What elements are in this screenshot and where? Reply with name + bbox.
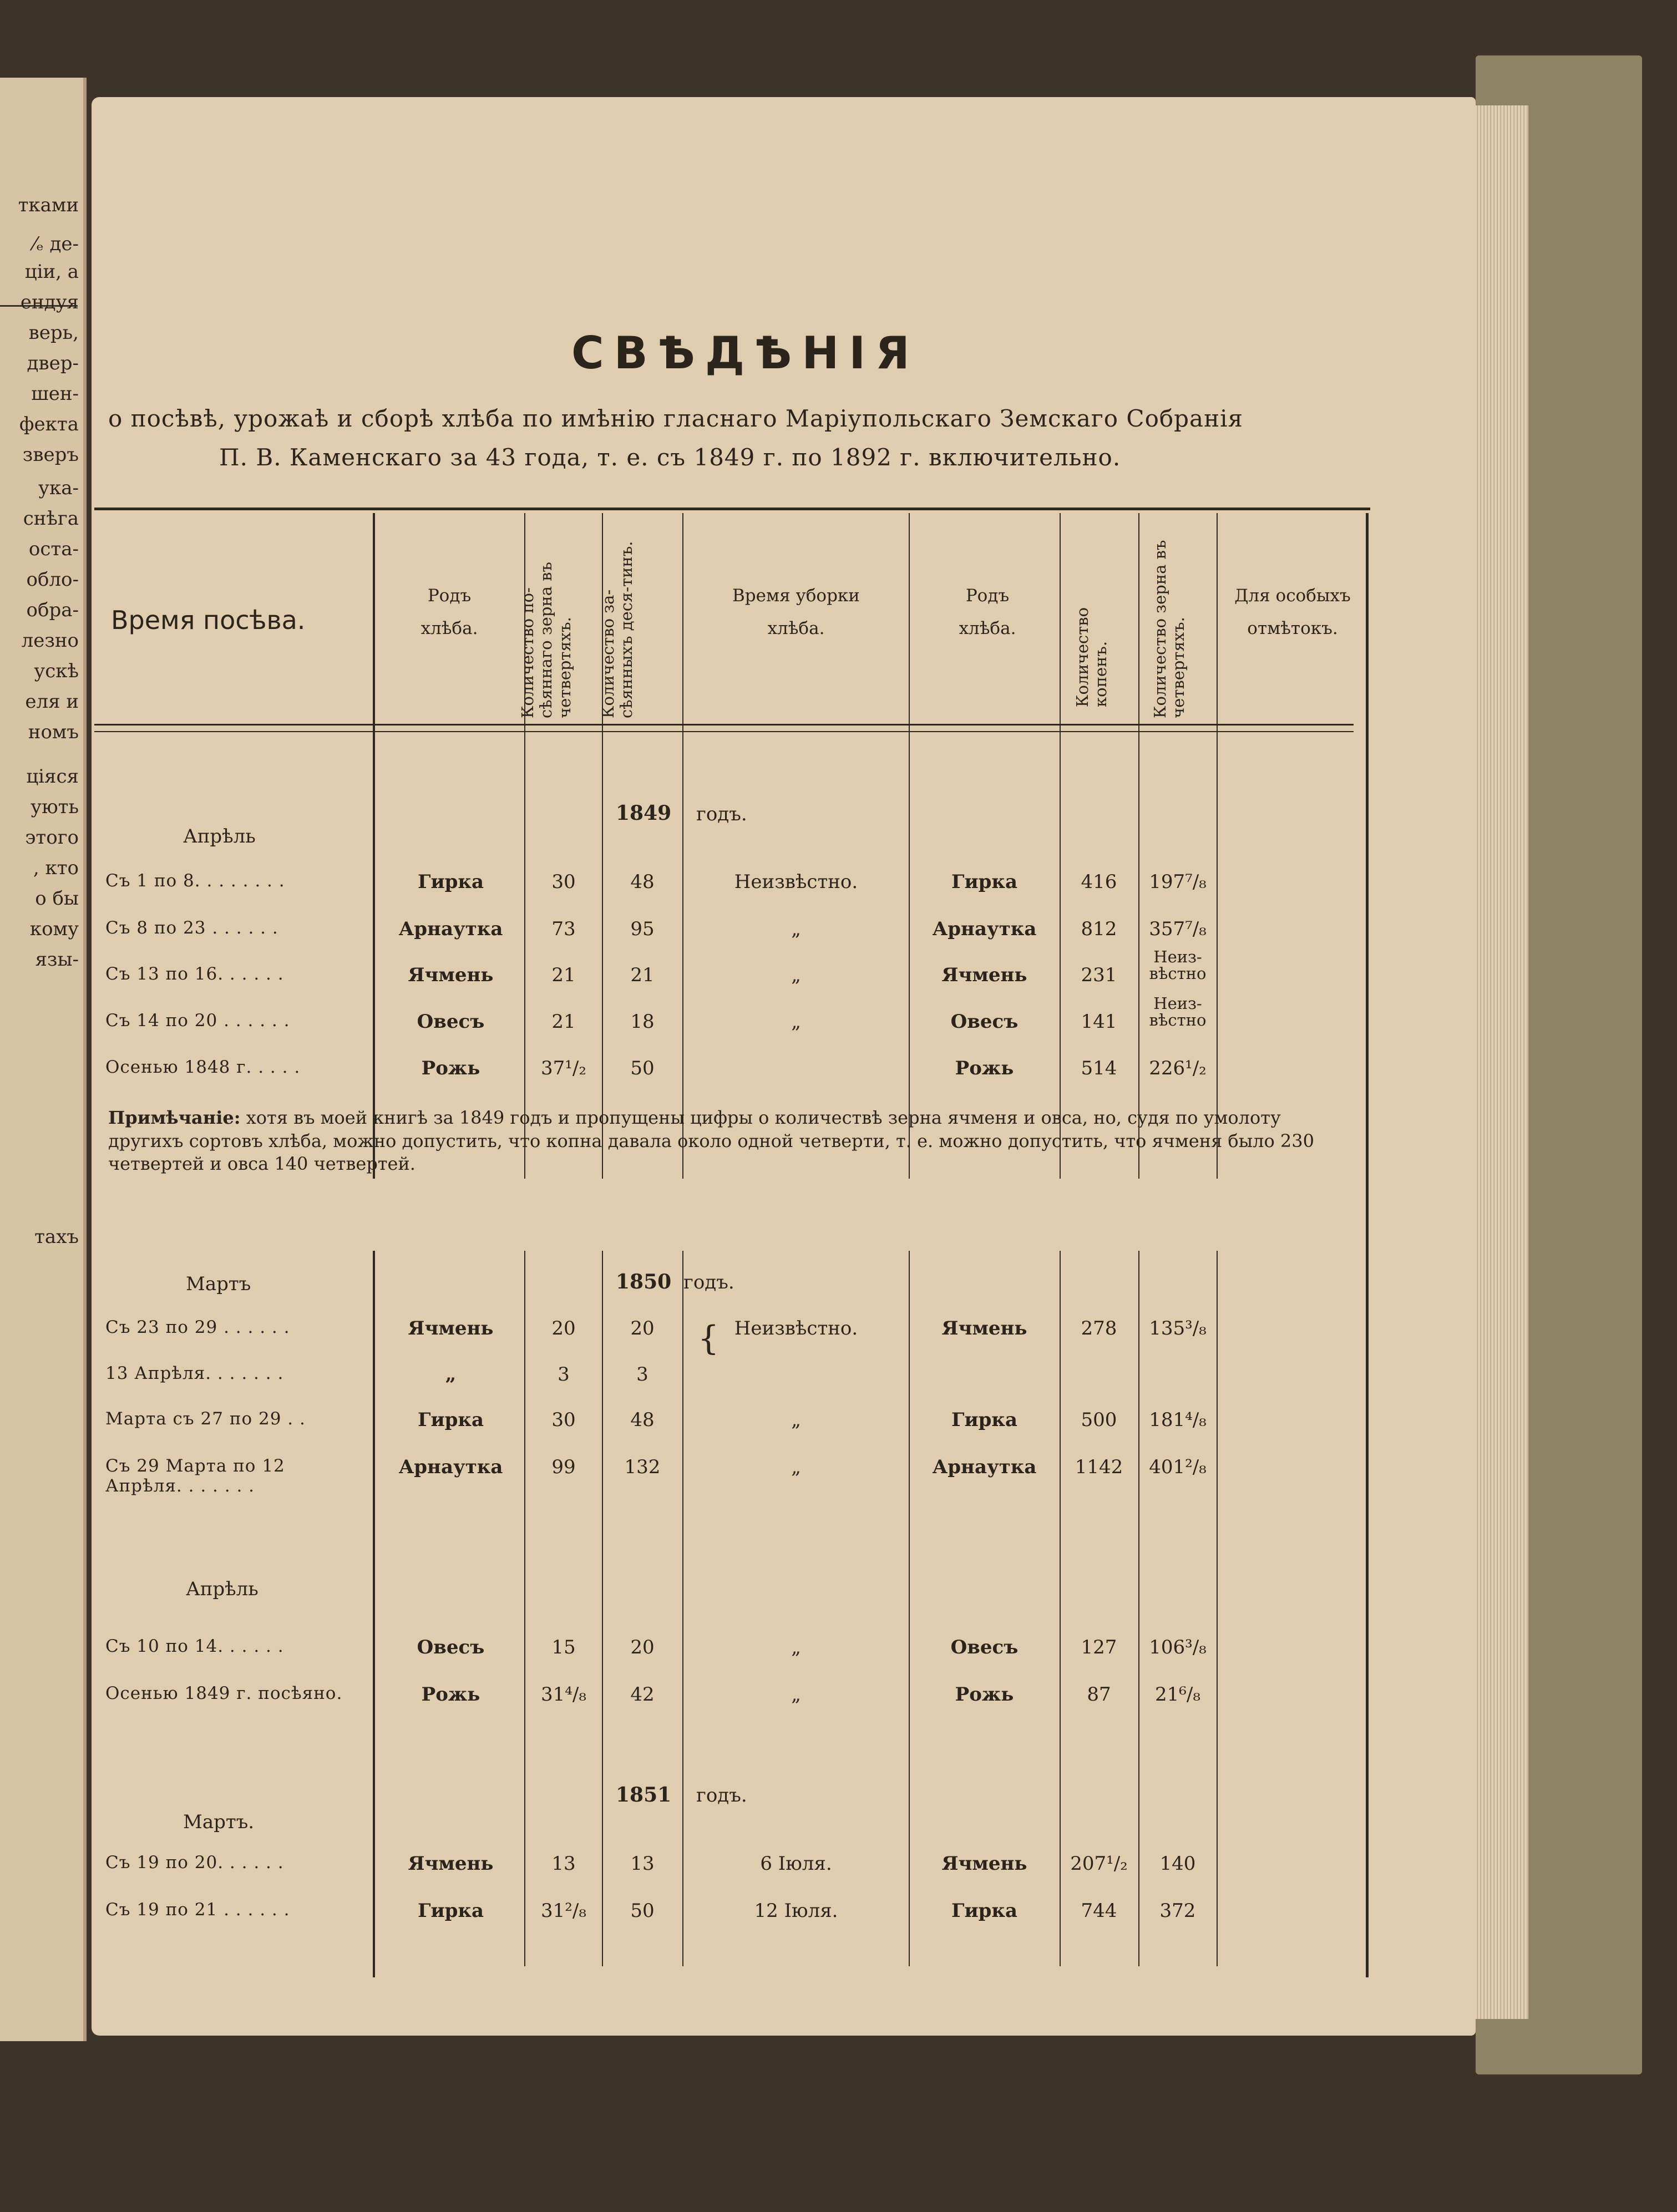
month-label: Мартъ [186, 1273, 251, 1295]
left-page-text: ускѣ [34, 660, 79, 682]
month-label: Апрѣль [186, 1578, 259, 1600]
year-word: годъ. [696, 803, 747, 825]
table-cell-kind: Гирка [417, 1900, 484, 1922]
left-page-text: оста- [28, 538, 79, 560]
table-cell-grain: 21⁶/₈ [1155, 1683, 1200, 1706]
table-cell-grain: 401²/₈ [1149, 1456, 1207, 1478]
table-cell-kopen: 231 [1081, 964, 1117, 986]
table-right-rule [1366, 513, 1369, 1977]
left-page-text: лезно [21, 630, 79, 652]
left-page-text: номъ [28, 721, 79, 743]
table-cell-kopen: 416 [1081, 871, 1117, 893]
table-cell-harvest: „ [791, 1409, 801, 1431]
year-word: годъ. [683, 1271, 734, 1293]
table-cell-seed: 21 [551, 1011, 576, 1033]
year-1849: 1849 [616, 801, 672, 825]
table-cell-time: 13 Апрѣля. . . . . . . [105, 1363, 284, 1383]
table-cell-seed: 21 [551, 964, 576, 986]
table-cell-seed: 13 [551, 1853, 576, 1875]
left-page-text: фекта [19, 413, 79, 435]
table-cell-kind: Гирка [417, 1409, 484, 1431]
table-cell-grain: 106³/₈ [1149, 1636, 1207, 1658]
header-bottom-rule-2 [94, 731, 1354, 732]
table-cell-seed: 31²/₈ [541, 1900, 586, 1922]
table-cell-harvest: Неизвѣстно. [734, 871, 858, 893]
table-top-rule [94, 508, 1370, 510]
header-bottom-rule [94, 724, 1354, 726]
table-cell-time: Съ 29 Марта по 12 Апрѣля. . . . . . . [105, 1456, 285, 1496]
table-cell-harvest: 6 Іюля. [760, 1853, 832, 1875]
left-page-text: кому [29, 918, 79, 940]
footnote-label: Примѣчаніе: [108, 1107, 241, 1128]
table-cell-kind2: Ячмень [941, 1853, 1027, 1875]
header-seed-quantity: Количество по-сѣяннаго зерна въ четвертяхъ. [518, 562, 574, 718]
left-page-text: ціи, а [24, 261, 79, 283]
table-cell-kind: Ячмень [408, 964, 494, 986]
table-cell-harvest: 12 Іюля. [754, 1900, 838, 1922]
left-page-text: снѣга [23, 508, 79, 530]
table-cell-seed: 30 [551, 1409, 576, 1431]
table-cell-dess: 13 [630, 1853, 655, 1875]
table-cell-kind2: Ячмень [941, 964, 1027, 986]
table-cell-kopen: 141 [1081, 1011, 1117, 1033]
table-cell-time: Съ 8 по 23 . . . . . . [105, 918, 278, 938]
left-page-fragment [0, 78, 87, 2041]
table-cell-dess: 95 [630, 918, 655, 940]
table-cell-kind2: Гирка [951, 871, 1018, 893]
header-harvest-time: Время уборки хлѣба. [732, 586, 860, 638]
subtitle-line-1: о посѣвѣ, урожаѣ и сборѣ хлѣба по имѣнію гласнаго Маріупольскаго Земскаго Собранія [108, 405, 1243, 432]
table-cell-kopen: 207¹/₂ [1070, 1853, 1128, 1875]
left-page-text: зверъ [22, 444, 79, 466]
left-page-text: ціяся [26, 765, 79, 788]
table-cell-harvest: „ [791, 964, 801, 986]
table-cell-dess: 48 [630, 871, 655, 893]
left-page-text: ендуя [20, 291, 79, 313]
table-cell-seed: 31⁴/₈ [541, 1683, 586, 1706]
table-cell-seed: 15 [551, 1636, 576, 1658]
table-cell-time: Съ 13 по 16. . . . . . [105, 964, 284, 984]
left-page-text: , кто [33, 857, 79, 879]
table-cell-kind: Овесъ [417, 1636, 485, 1658]
table-cell-kind2: Рожь [955, 1683, 1014, 1706]
table-cell-seed: 99 [551, 1456, 576, 1478]
table-cell-dess: 18 [630, 1011, 655, 1033]
header-kopen-quantity: Количество копенъ. [1073, 607, 1111, 707]
table-cell-seed: 37¹/₂ [541, 1057, 586, 1079]
table-cell-kind: Овесъ [417, 1011, 485, 1033]
year-1851: 1851 [616, 1783, 672, 1807]
month-label: Мартъ. [183, 1811, 255, 1833]
table-cell-dess: 50 [630, 1900, 655, 1922]
left-page-text: обра- [26, 599, 79, 621]
table-cell-kind2: Овесъ [950, 1011, 1019, 1033]
table-cell-kopen: 127 [1081, 1636, 1117, 1658]
table-cell-time: Съ 19 по 20. . . . . . [105, 1853, 284, 1873]
table-cell-time: Съ 1 по 8. . . . . . . . [105, 871, 285, 891]
table-cell-kind: „ [445, 1363, 457, 1386]
year-word: годъ. [696, 1784, 747, 1807]
table-cell-grain: 140 [1159, 1853, 1196, 1875]
table-cell-grain: 226¹/₂ [1149, 1057, 1207, 1079]
table-cell-seed: 20 [551, 1317, 576, 1340]
left-page-text: ують [31, 796, 79, 818]
header-special-notes: Для особыхъ отмѣтокъ. [1234, 586, 1351, 638]
table-cell-kind: Арнаутка [398, 918, 503, 940]
left-page-text: тками [18, 194, 79, 216]
table-cell-seed: 30 [551, 871, 576, 893]
table-cell-grain: Неиз- вѣстно [1149, 947, 1207, 983]
left-page-text: верь, [28, 322, 79, 344]
note-gap [94, 1179, 1365, 1251]
header-grain-kind: Родъ хлѣба. [420, 586, 478, 638]
table-cell-kind: Арнаутка [398, 1456, 503, 1478]
left-page-text: тахъ [34, 1226, 79, 1248]
table-cell-dess: 48 [630, 1409, 655, 1431]
year-1850: 1850 [616, 1270, 672, 1293]
table-cell-kind2: Арнаутка [932, 918, 1037, 940]
table-cell-kopen: 514 [1081, 1057, 1117, 1079]
page-title: СВѢДѢНІЯ [571, 327, 920, 379]
left-page-text: двер- [27, 352, 79, 374]
table-cell-kind2: Арнаутка [932, 1456, 1037, 1478]
table-cell-time: Съ 10 по 14. . . . . . [105, 1636, 284, 1656]
table-cell-time: Марта съ 27 по 29 . . [105, 1409, 306, 1429]
table-cell-kind: Гирка [417, 871, 484, 893]
table-cell-dess: 132 [624, 1456, 661, 1478]
table-cell-kind2: Рожь [955, 1057, 1014, 1079]
footnote [108, 1107, 1351, 1176]
table-cell-grain: 181⁴/₈ [1149, 1409, 1207, 1431]
table-cell-time: Осенью 1849 г. посѣяно. [105, 1683, 343, 1703]
subtitle-line-2: П. В. Каменскаго за 43 года, т. е. съ 1849 г. по 1892 г. включительно. [219, 444, 1121, 471]
header-grain-kind-2: Родъ хлѣба. [959, 586, 1016, 638]
table-cell-grain: 197⁷/₈ [1149, 871, 1207, 893]
table-cell-time: Съ 14 по 20 . . . . . . [105, 1011, 290, 1031]
table-cell-grain: 357⁷/₈ [1149, 918, 1207, 940]
table-cell-dess: 42 [630, 1683, 655, 1706]
table-cell-dess: 50 [630, 1057, 655, 1079]
table-cell-kind2: Гирка [951, 1409, 1018, 1431]
table-cell-dess: 3 [636, 1363, 648, 1386]
table-cell-kind: Рожь [421, 1057, 480, 1079]
table-cell-kind: Ячмень [408, 1853, 494, 1875]
table-cell-kopen: 87 [1087, 1683, 1111, 1706]
table-cell-kind2: Овесъ [950, 1636, 1019, 1658]
footnote-text: хотя въ моей книгѣ за 1849 годъ и пропущены цифры о количествѣ зерна ячменя и овса, но, судя по умолоту другихъ сортовъ хлѣба, можно допустить, что копна давала около одной четверти, т. е. можно допустить, что ячменя было 230 четвертей и овса 140 четвертей. [108, 1107, 1314, 1175]
table-cell-time: Съ 19 по 21 . . . . . . [105, 1900, 290, 1920]
left-page-text: еля и [25, 691, 79, 713]
left-page-text: язы- [35, 948, 79, 971]
table-cell-kopen: 812 [1081, 918, 1117, 940]
left-page-text: этого [25, 826, 79, 849]
left-page-text: обло- [26, 569, 79, 591]
table-cell-kind: Рожь [421, 1683, 480, 1706]
table-cell-kopen: 278 [1081, 1317, 1117, 1340]
table-cell-dess: 20 [630, 1636, 655, 1658]
table-cell-harvest: Неизвѣстно. [734, 1317, 858, 1340]
brace: { [698, 1319, 720, 1358]
table-cell-harvest: „ [791, 1636, 801, 1658]
left-page-text: о бы [35, 887, 79, 910]
table-cell-harvest: „ [791, 1683, 801, 1706]
header-sow-time: Время посѣва. [111, 605, 306, 635]
left-page-text: шен- [31, 383, 79, 405]
table-cell-harvest: „ [791, 918, 801, 940]
table-cell-harvest: „ [791, 1456, 801, 1478]
left-page-text: ука- [38, 477, 79, 499]
table-cell-kind2: Ячмень [941, 1317, 1027, 1340]
table-cell-seed: 73 [551, 918, 576, 940]
table-cell-grain: 372 [1159, 1900, 1196, 1922]
table-cell-kind: Ячмень [408, 1317, 494, 1340]
table-cell-grain: Неиз- вѣстно [1149, 994, 1207, 1030]
table-cell-dess: 21 [630, 964, 655, 986]
table-cell-kind2: Гирка [951, 1900, 1018, 1922]
table-cell-kopen: 500 [1081, 1409, 1117, 1431]
header-desiatin-quantity: Количество за-сѣянныхъ деся-тинъ. [599, 541, 636, 718]
month-label: Апрѣль [183, 825, 256, 848]
left-page-text: ⁄ₑ де- [33, 233, 79, 255]
table-cell-harvest: „ [791, 1011, 801, 1033]
table-cell-grain: 135³/₈ [1149, 1317, 1207, 1340]
table-cell-time: Осенью 1848 г. . . . . [105, 1057, 301, 1077]
table-cell-kopen: 744 [1081, 1900, 1117, 1922]
header-grain-quantity: Количество зерна въ четвертяхъ. [1151, 540, 1188, 718]
table-cell-time: Съ 23 по 29 . . . . . . [105, 1317, 290, 1337]
table-cell-dess: 20 [630, 1317, 655, 1340]
table-cell-kopen: 1142 [1075, 1456, 1123, 1478]
table-cell-seed: 3 [558, 1363, 570, 1386]
